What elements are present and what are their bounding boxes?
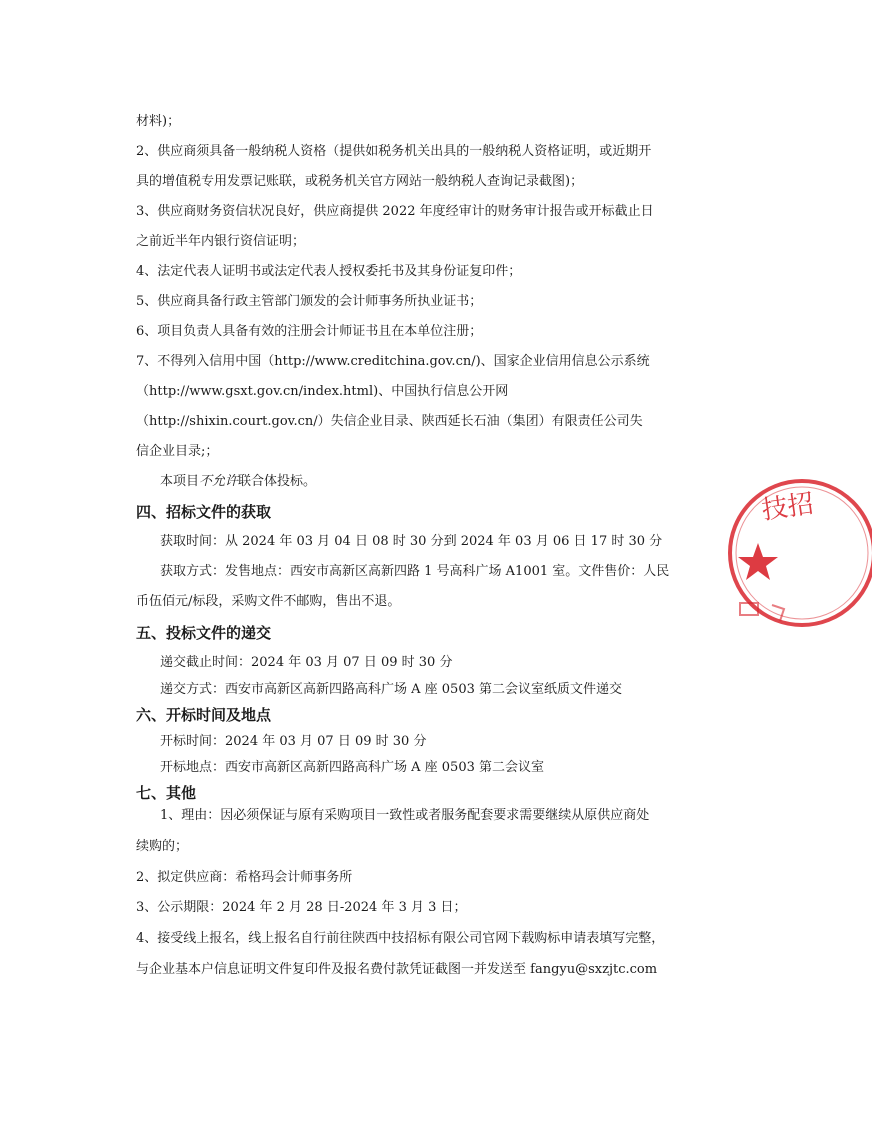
text-line: 2、供应商须具备一般纳税人资格（提供如税务机关出具的一般纳税人资格证明，或近期开 [136, 144, 652, 159]
text-line: 4、接受线上报名，线上报名自行前往陕西中技招标有限公司官网下载购标申请表填写完整， [136, 931, 665, 946]
text-line: 币伍佰元/标段，采购文件不邮购，售出不退。 [136, 594, 401, 609]
consortium-note-post: 联合体投标。 [238, 474, 317, 489]
star-icon [738, 543, 778, 580]
text-line: 3、供应商财务资信状况良好，供应商提供 2022 年度经审计的财务审计报告或开标截止日 [136, 204, 654, 219]
section-heading-6: 六、开标时间及地点 [136, 706, 272, 724]
consortium-note-pre: 本项目 [160, 474, 200, 489]
text-line: （http://shixin.court.gov.cn/）失信企业目录、陕西延长石油（集团）有限责任公司失 [136, 414, 643, 429]
text-line: 3、公示期限：2024 年 2 月 28 日-2024 年 3 月 3 日； [136, 900, 467, 915]
text-line: 续购的； [136, 839, 189, 854]
text-line: 开标地点：西安市高新区高新四路高科广场 A 座 0503 第二会议室 [160, 760, 545, 775]
text-line: 获取时间：从 2024 年 03 月 04 日 08 时 30 分到 2024 年 03 月 06 日 17 时 30 分 [160, 534, 663, 549]
text-line: 具的增值税专用发票记账联，或税务机关官方网站一般纳税人查询记录截图)； [136, 174, 584, 189]
official-seal-stamp [722, 465, 872, 640]
text-line: 材料)； [136, 114, 181, 129]
seal-text: 技招 [759, 489, 816, 526]
text-line: 6、项目负责人具备有效的注册会计师证书且在本单位注册； [136, 324, 483, 339]
section-heading-7: 七、其他 [136, 784, 197, 802]
section-heading-5: 五、投标文件的递交 [136, 624, 272, 642]
text-line: 获取方式：发售地点：西安市高新区高新四路 1 号高科广场 A1001 室。文件售价：人民 [160, 564, 670, 579]
section-heading-4: 四、招标文件的获取 [136, 503, 272, 521]
text-line: 7、不得列入信用中国（http://www.creditchina.gov.cn/)、国家企业信用信息公示系统 [136, 354, 650, 369]
text-line: 之前近半年内银行资信证明； [136, 234, 306, 249]
text-line: 5、供应商具备行政主管部门颁发的会计师事务所执业证书； [136, 294, 483, 309]
text-line: （http://www.gsxt.gov.cn/index.html)、中国执行信息公开网 [136, 384, 509, 399]
text-line: 4、法定代表人证明书或法定代表人授权委托书及其身份证复印件； [136, 264, 522, 279]
text-line: 2、拟定供应商：希格玛会计师事务所 [136, 870, 353, 885]
consortium-note-emphasis: 不允许 [199, 474, 239, 489]
text-line: 信企业目录;； [136, 444, 219, 459]
text-line: 递交截止时间：2024 年 03 月 07 日 09 时 30 分 [160, 655, 453, 670]
text-line: 与企业基本户信息证明文件复印件及报名费付款凭证截图一并发送至 fangyu@sxzjtc.com [136, 962, 658, 977]
text-line: 递交方式：西安市高新区高新四路高科广场 A 座 0503 第二会议室纸质文件递交 [160, 682, 623, 697]
text-line: 1、理由：因必须保证与原有采购项目一致性或者服务配套要求需要继续从原供应商处 [160, 808, 650, 823]
consortium-note [160, 473, 316, 491]
text-line: 开标时间：2024 年 03 月 07 日 09 时 30 分 [160, 734, 427, 749]
